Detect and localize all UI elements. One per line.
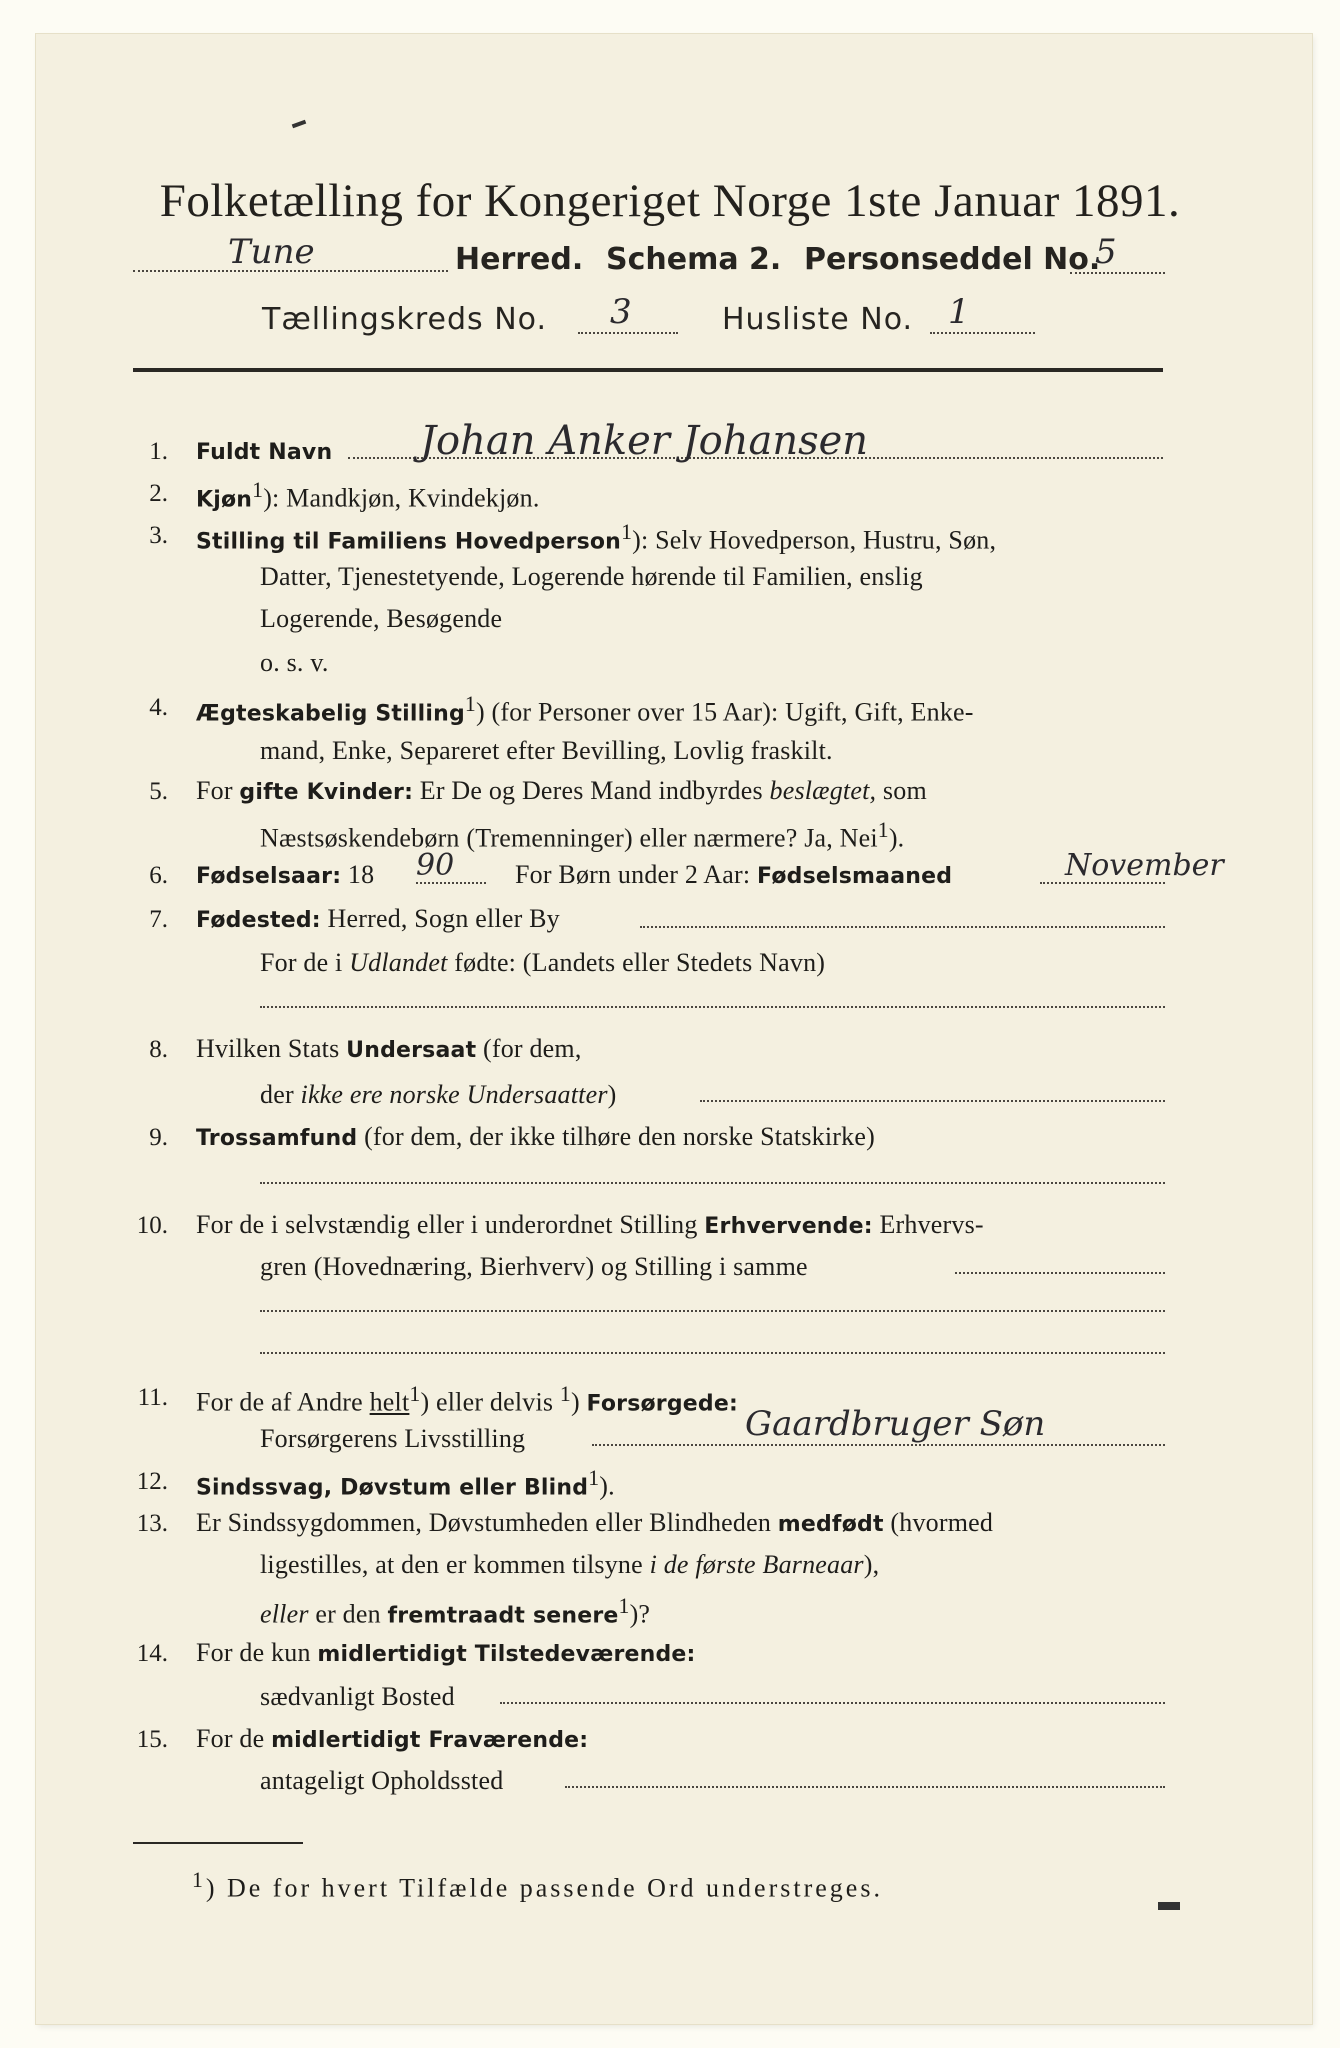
item-13-row [196,1508,993,1538]
religion-dotted-line [260,1182,1165,1184]
footnote-ref: 1 [409,1382,421,1406]
item-label: Stilling til Familiens Hovedperson [196,529,622,555]
item-emphasis: i de første Barneaar [649,1550,864,1579]
item-12-row [196,1466,615,1502]
item-text: Er Sindssygdommen, Døvstumheden eller Blindheden [196,1508,772,1537]
herred-handwritten: Tune [228,232,315,272]
item-text: mand, Enke, Separeret efter Bevilling, Lovlig fraskilt. [260,736,833,765]
item-text: For de [196,1724,265,1753]
item-label: Undersaat [346,1038,477,1063]
item-emphasis: eller [260,1599,309,1629]
footnote-rule [133,1842,303,1844]
item-7-row [196,904,560,934]
nationality-dotted-line [700,1100,1165,1102]
item-label: Ægteskabelig Stilling [196,701,465,727]
item-text: er den [315,1599,381,1629]
stray-mark [1158,1902,1180,1910]
item-text: For [196,776,233,805]
item-text: (hvormed [890,1508,994,1537]
item-text: ): Selv Hovedperson, Hustru, Søn, [632,525,997,555]
occupation-dotted-line-2 [260,1310,1165,1312]
item-number: 10. [136,1212,168,1239]
occupation-dotted-line-3 [260,1352,1165,1354]
item-number: 1. [149,438,168,465]
item-label: Erhvervende: [704,1214,873,1239]
kreds-label: Tællingskreds No. [262,302,547,337]
provider-handwritten: Gaardbruger Søn [745,1404,1046,1444]
item-emphasis: Udlandet [349,948,448,977]
item-label: fremtraadt senere [387,1603,619,1629]
item-13-row3 [260,1594,650,1630]
provider-dotted-line [592,1444,1165,1446]
item-label: Forsørgede: [586,1391,738,1417]
footnote-ref: 1 [464,692,476,716]
item-text: som [882,776,927,805]
item-text: gren (Hovednæring, Bierhverv) og Stilling i samme [260,1252,808,1281]
item-text: For de i selvstændig eller i underordnet Stilling [196,1210,698,1239]
footnote-ref: 1 [252,478,264,502]
item-text: (for dem, der ikke tilhøre den norske Statskirke) [364,1122,875,1151]
item-4-row [196,692,974,728]
item-number: 9. [149,1124,168,1151]
item-text: Logerende, Besøgende [260,604,503,633]
item-text: sædvanligt Bosted [260,1682,455,1711]
item-number: 3. [149,522,168,549]
item-label: Fødselsaar: [196,864,342,889]
item-emphasis: ikke ere norske Undersaatter [300,1080,608,1109]
item-label: Fødested: [196,908,321,933]
item-number: 5. [149,778,168,805]
schema-label: Schema 2. [606,242,782,277]
footnote-ref: 1 [588,1466,600,1490]
item-text: For de af Andre [196,1387,363,1417]
husliste-label: Husliste No. [722,302,914,337]
item-10-row [196,1210,984,1240]
birth-year-dotted-line [416,882,486,884]
item-label: midlertidigt Fraværende: [271,1728,589,1753]
occupation-dotted-line [955,1272,1165,1274]
item-text: )? [629,1599,651,1629]
item-text: Datter, Tjenestetyende, Logerende hørende til Familien, enslig [260,562,923,591]
item-8-row [196,1034,582,1064]
item-label: gifte Kvinder: [239,780,414,805]
item-text: For de kun [196,1638,311,1667]
item-label: Fødselsmaaned [756,864,953,889]
footnote-marker: 1 [192,1868,206,1892]
item-text: ): Mandkjøn, Kvindekjøn. [263,483,540,513]
item-text: Herred, Sogn eller By [327,904,560,933]
item-underlined: helt [369,1387,410,1417]
item-number: 8. [149,1036,168,1063]
item-text: 18 [347,860,375,889]
item-label: Trossamfund [196,1126,358,1151]
residence-dotted-line [500,1702,1165,1704]
item-label: Sindssvag, Døvstum eller Blind [196,1475,589,1501]
item-emphasis: beslægtet, [769,776,877,805]
item-8-row2: der ikke ere norske Undersaatter) [260,1080,617,1109]
husliste-handwritten: 1 [948,292,970,332]
item-15-row [196,1724,588,1754]
item-text: Næstsøskendebørn (Tremenninger) eller nærmere? Ja, Nei [260,823,878,853]
kreds-dotted-line [578,332,678,334]
item-label: Fuldt Navn [196,440,333,465]
item-text: eller delvis [436,1387,554,1417]
stay-dotted-line [565,1786,1165,1788]
foreign-place-dotted-line [260,1006,1165,1008]
item-11-row: For de af Andre helt$^1$) eller delvis $^1$) Forsørgede: [196,1382,738,1417]
item-label: medfødt [777,1512,884,1537]
item-5-row [196,776,927,806]
footnote-ref: 1 [621,520,633,544]
item-9-row [196,1122,875,1152]
item-number: 2. [149,480,168,507]
personseddel-label: Personseddel No. [804,242,1101,277]
kreds-handwritten: 3 [610,292,632,332]
item-number: 7. [149,906,168,933]
item-6-mid [515,860,952,890]
item-3-row [196,520,996,556]
item-text: Hvilken Stats [196,1034,340,1063]
item-number: 14. [136,1640,168,1667]
item-text: der [260,1080,294,1109]
item-number: 15. [136,1726,168,1753]
footnote-ref: 1 [877,818,889,842]
item-text: Er De og Deres Mand indbyrdes [419,776,763,805]
item-text: ligestilles, at den er kommen tilsyne [260,1550,643,1579]
item-text: Erhvervs- [879,1210,984,1239]
footnote-text: ) De for hvert Tilfælde passende Ord understreges. [205,1873,883,1903]
item-14-row [196,1638,696,1668]
item-5-row2 [260,818,904,854]
form-title: Folketælling for Kongeriget Norge 1ste Januar 1891. [159,175,1181,227]
item-number: 11. [137,1384,168,1411]
item-text: ), [863,1550,880,1579]
footnote [192,1868,883,1904]
item-text: ). [599,1471,615,1501]
item-text: antageligt Opholdssted [260,1766,504,1795]
item-2-row [196,478,540,514]
item-13-row2 [260,1550,879,1580]
item-number: 13. [136,1510,168,1537]
footnote-ref: 1 [559,1382,571,1406]
personseddel-dotted-line [1070,272,1165,274]
birthplace-dotted-line [640,926,1165,928]
birth-year-handwritten: 90 [416,848,455,883]
item-text: For Børn under 2 Aar: [515,860,751,889]
item-text: ). [888,823,905,853]
item-6-row [196,860,374,890]
item-7-row2 [260,948,825,978]
item-1-row [196,436,332,466]
item-text: For de i [260,948,343,977]
item-text: fødte: (Landets eller Stedets Navn) [454,948,826,977]
item-number: 4. [149,694,168,721]
name-handwritten: Johan Anker Johansen [420,418,869,464]
item-text: (for dem, [483,1034,582,1063]
husliste-dotted-line [930,332,1035,334]
personseddel-handwritten: 5 [1095,232,1117,272]
item-number: 12. [136,1468,168,1495]
footnote-ref: 1 [618,1594,630,1618]
item-text: Forsørgerens Livsstilling [260,1424,526,1453]
item-label: Kjøn [196,487,253,513]
item-text: o. s. v. [260,648,329,677]
item-number: 6. [149,862,168,889]
birth-month-handwritten: November [1065,848,1224,883]
herred-label: Herred. [455,242,584,277]
header-rule [133,368,1163,372]
item-label: midlertidigt Tilstedeværende: [317,1642,696,1667]
item-text: ) (for Personer over 15 Aar): Ugift, Gift, Enke- [475,697,974,727]
